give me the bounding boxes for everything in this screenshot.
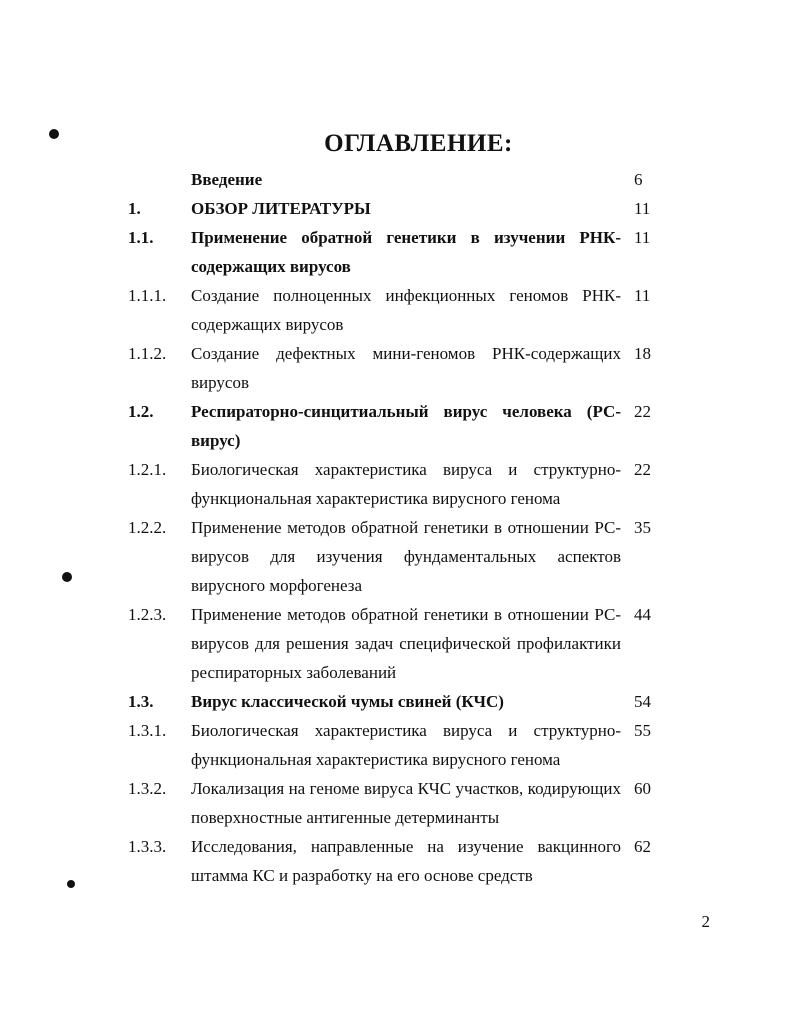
toc-entry-title-line: вирусного морфогенеза: [191, 576, 363, 595]
toc-entry: [0, 716, 797, 774]
toc-entry-title: [191, 716, 621, 774]
toc-entry: [0, 513, 797, 600]
toc-entry-page: 11: [634, 228, 651, 247]
toc-entry-title-line: штамма КС и разработку на его основе средств: [191, 866, 533, 885]
toc-entry: [0, 194, 797, 223]
toc-entry-title: [191, 600, 621, 687]
toc-entry-title-line: вирусов для изучения фундаментальных аспектов: [191, 547, 621, 566]
toc-entry: [0, 687, 797, 716]
toc-entry-title-line: Применение методов обратной генетики в отношении РС-: [191, 605, 621, 624]
toc-entry: [0, 281, 797, 339]
toc-entry-title-line: Введение: [191, 170, 263, 189]
toc-entry-title-line: содержащих вирусов: [191, 315, 344, 334]
toc-entry-title: [191, 513, 621, 600]
toc-entry-title: [191, 832, 621, 890]
toc-entry-title-line: функциональная характеристика вирусного генома: [191, 750, 561, 769]
toc-entry-number: 1.2.3.: [128, 605, 167, 624]
toc-entry-number: 1.: [128, 199, 141, 218]
toc-entry-number: 1.1.1.: [128, 286, 167, 305]
toc-entry-title-line: вирусов: [191, 373, 249, 392]
toc-entry-title-line: поверхностные антигенные детерминанты: [191, 808, 500, 827]
toc-entry-page: 54: [634, 692, 651, 711]
toc-entry: [0, 455, 797, 513]
toc-entry-number: 1.1.2.: [128, 344, 167, 363]
toc-entry-page: 62: [634, 837, 651, 856]
toc-entry-number: 1.2.2.: [128, 518, 167, 537]
toc-entry-title: [191, 774, 621, 832]
toc-entry-page: 22: [634, 402, 651, 421]
toc-entry-title: [191, 281, 621, 339]
toc-entry-title: [191, 165, 621, 194]
toc-entry-page: 11: [634, 199, 651, 218]
toc-entry: [0, 165, 797, 194]
toc-entry-title-line: ОБЗОР ЛИТЕРАТУРЫ: [191, 199, 371, 218]
toc-entry-title-line: вирусов для решения задач специфической профилактики: [191, 634, 621, 653]
page-title: ОГЛАВЛЕНИЕ:: [324, 130, 513, 157]
toc-entry-page: 55: [634, 721, 651, 740]
toc-entry-title-line: функциональная характеристика вирусного генома: [191, 489, 561, 508]
toc-entry-title-line: содержащих вирусов: [191, 257, 351, 276]
toc-entry: [0, 600, 797, 687]
toc-entry-number: 1.2.: [128, 402, 154, 421]
toc-entry-title: [191, 223, 621, 281]
toc-entry-title-line: Биологическая характеристика вируса и структурно-: [191, 721, 621, 740]
toc-entry-title: [191, 194, 621, 223]
toc-entry-title: [191, 339, 621, 397]
toc-entry-title-line: Локализация на геноме вируса КЧС участков, кодирующих: [191, 779, 621, 798]
toc-entry-number: 1.3.2.: [128, 779, 167, 798]
toc-entry-title-line: вирус): [191, 431, 241, 450]
toc-entry-title-line: Респираторно-синцитиальный вирус человека (РС-: [191, 402, 621, 421]
toc-entry: [0, 339, 797, 397]
toc-entry-title: [191, 397, 621, 455]
toc-entry-title-line: Исследования, направленные на изучение вакцинного: [191, 837, 621, 856]
toc-entry-number: 1.3.1.: [128, 721, 167, 740]
toc-entry-page: 60: [634, 779, 651, 798]
toc-entry-page: 6: [634, 170, 643, 189]
toc-entry-title-line: Применение методов обратной генетики в отношении РС-: [191, 518, 621, 537]
toc-entry-title-line: Вирус классической чумы свиней (КЧС): [191, 692, 504, 711]
toc-entry-number: 1.1.: [128, 228, 154, 247]
toc-entry-title: [191, 687, 621, 716]
toc-entry-page: 11: [634, 286, 651, 305]
toc-entry: [0, 397, 797, 455]
toc-entry-page: 22: [634, 460, 651, 479]
page-number: 2: [701, 912, 710, 931]
toc-entry-title-line: Создание дефектных мини-геномов РНК-содержащих: [191, 344, 621, 363]
toc-entry-page: 35: [634, 518, 651, 537]
toc-entry-title-line: респираторных заболеваний: [191, 663, 397, 682]
toc-entry-title-line: Биологическая характеристика вируса и структурно-: [191, 460, 621, 479]
toc-entry-page: 44: [634, 605, 651, 624]
toc-entry-title-line: Применение обратной генетики в изучении РНК-: [191, 228, 621, 247]
toc-entry: [0, 223, 797, 281]
toc-entry-number: 1.3.: [128, 692, 154, 711]
toc-entry-title: [191, 455, 621, 513]
toc-entry-number: 1.3.3.: [128, 837, 167, 856]
toc-entry-page: 18: [634, 344, 651, 363]
toc-entry: [0, 832, 797, 890]
toc-entry-title-line: Создание полноценных инфекционных геномов РНК-: [191, 286, 621, 305]
toc-entry-number: 1.2.1.: [128, 460, 167, 479]
toc-entry: [0, 774, 797, 832]
